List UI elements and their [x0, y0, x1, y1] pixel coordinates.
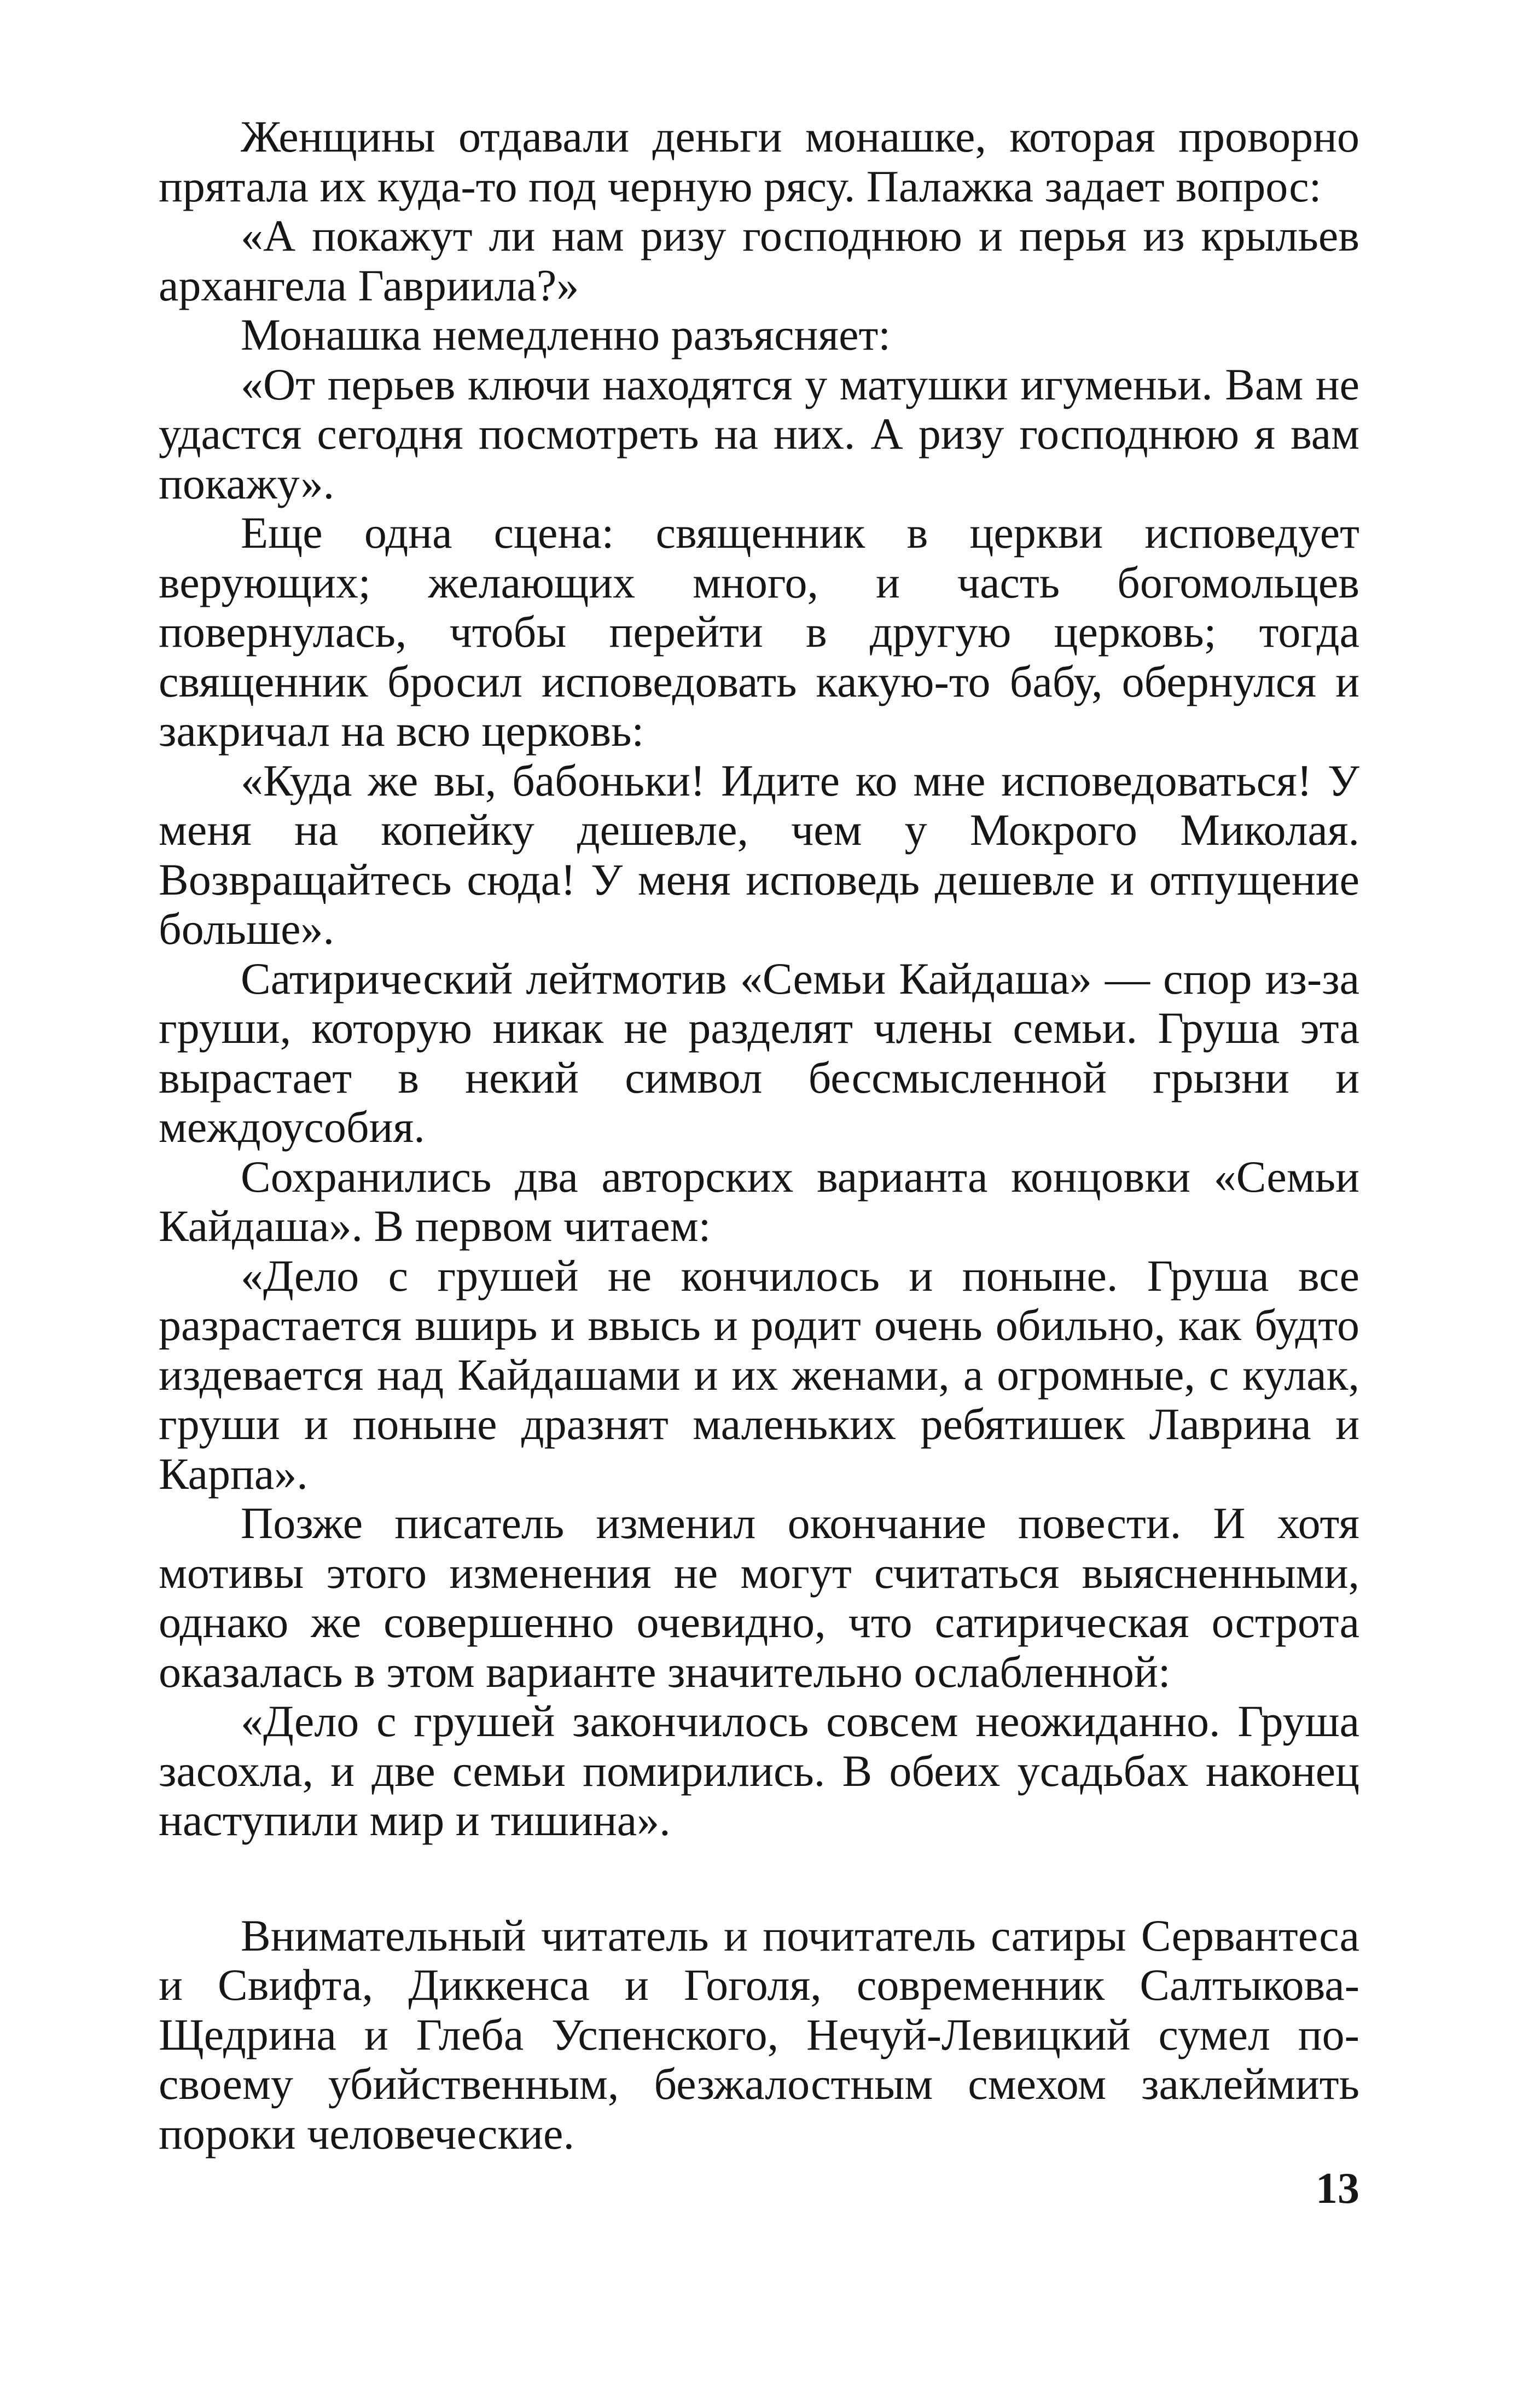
- paragraph-9: «Дело с грушей не кончилось и поныне. Груша все разрастается вширь и ввысь и родит очень обильно, как будто издевается над Кайдашами и их женами, а огромные, с кулак, груши и поныне дразнят маленьких ребятишек Лаврина и Карпа».: [159, 1250, 1359, 1499]
- paragraph-11: «Дело с грушей закончилось совсем неожиданно. Груша засохла, и две семьи помирились. В обеих усадьбах наконец наступили мир и тишина».: [159, 1696, 1359, 1845]
- section-break: [159, 1846, 1359, 1911]
- paragraph-12: Внимательный читатель и почитатель сатиры Сервантеса и Свифта, Диккенса и Гоголя, современник Салтыкова-Щедрина и Глеба Успенского, Нечуй-Левицкий сумел по-своему убийственным, безжалостным смехом заклеймить пороки человеческие.: [159, 1910, 1359, 2159]
- paragraph-6: «Куда же вы, бабоньки! Идите ко мне исповедоваться! У меня на копейку дешевле, чем у Мокрого Миколая. Возвращайтесь сюда! У меня исповедь дешевле и отпущение больше».: [159, 755, 1359, 954]
- paragraph-1: Женщины отдавали деньги монашке, которая проворно прятала их куда-то под черную рясу. Палажка задает вопрос:: [159, 112, 1359, 211]
- paragraph-4: «От перьев ключи находятся у матушки игуменьи. Вам не удастся сегодня посмотреть на них. А ризу господнюю я вам покажу».: [159, 359, 1359, 508]
- paragraph-2: «А покажут ли нам ризу господнюю и перья из крыльев архангела Гавриила?»: [159, 211, 1359, 310]
- body-text: [159, 112, 1359, 2159]
- paragraph-8: Сохранились два авторских варианта концовки «Семьи Кайдаша». В первом читаем:: [159, 1151, 1359, 1251]
- paragraph-3: Монашка немедленно разъясняет:: [241, 310, 891, 359]
- paragraph-10: Позже писатель изменил окончание повести. И хотя мотивы этого изменения не могут считаться выясненными, однако же совершенно очевидно, что сатирическая острота оказалась в этом варианте значительно ослабленной:: [159, 1498, 1359, 1697]
- paragraph-7: Сатирический лейтмотив «Семьи Кайдаша» — спор из-за груши, которую никак не разделят члены семьи. Груша эта вырастает в некий символ бессмысленной грызни и междоусобия.: [159, 953, 1359, 1152]
- page-number: 13: [1316, 2165, 1359, 2213]
- paragraph-5: Еще одна сцена: священник в церкви исповедует верующих; желающих много, и часть богомольцев повернулась, чтобы перейти в другую церковь; тогда священник бросил исповедовать какую-то бабу, обернулся и закричал на всю церковь:: [159, 508, 1359, 756]
